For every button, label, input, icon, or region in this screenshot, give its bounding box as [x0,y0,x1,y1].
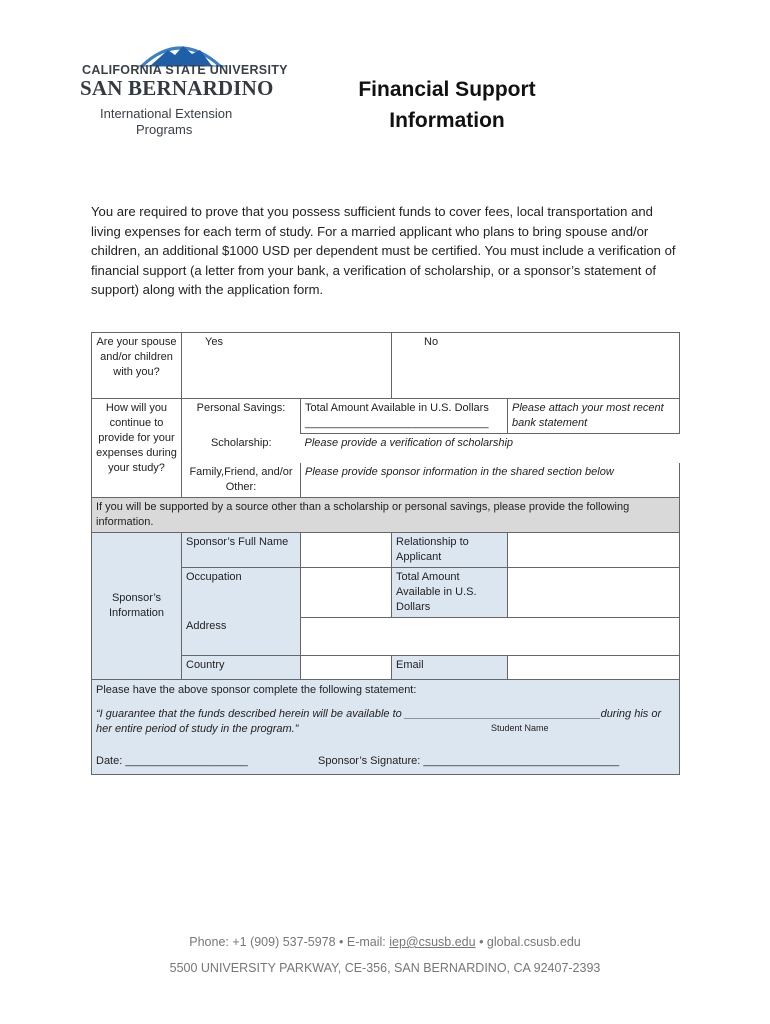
sponsor-name-label: Sponsor’s Full Name [182,532,301,567]
sponsor-info-label: Sponsor’s Information [92,532,182,679]
spouse-no-option[interactable] [392,333,680,399]
financial-support-form [91,332,680,775]
page-title-line2: Information [389,109,505,132]
total-amount-line: ______________________________ [305,417,489,429]
address-input[interactable] [301,617,680,655]
signature-field[interactable]: Sponsor’s Signature: ________________________________ [318,754,620,767]
statement-intro: Please have the above sponsor complete the following statement: [96,683,417,696]
spouse-yes-label: Yes [205,336,223,348]
logo-campus-name: SAN BERNARDINO [80,76,274,100]
footer-contact [0,935,770,949]
footer-address: 5500 UNIVERSITY PARKWAY, CE-356, SAN BERNARDINO, CA 92407-2393 [169,961,601,975]
occupation-input[interactable] [301,567,392,617]
guarantee-statement: “I guarantee that the funds described herein will be available to ________________________________during his or her entire period of study in the program.” [96,707,662,735]
family-label: Family,Friend, and/or Other: [182,463,301,498]
spouse-no-label: No [424,336,439,348]
other-source-note: If you will be supported by a source other than a scholarship or personal savings, please provide the following information. [92,497,680,532]
expenses-question-label: How will you continue to provide for your expenses during your study? [92,399,182,498]
date-signature-row [96,754,675,769]
address-label: Address [182,617,301,655]
logo-subtitle-line1: International Extension [100,106,233,121]
scholarship-note: Please provide a verification of scholarship [304,437,514,449]
page-title-line1: Financial Support [358,78,536,101]
footer-site: • global.csusb.edu [475,935,581,949]
occupation-label: Occupation [182,567,301,617]
page-title [330,74,564,136]
relationship-label: Relationship to Applicant [392,532,508,567]
sponsor-total-label: Total Amount Available in U.S. Dollars [392,567,508,617]
country-label: Country [182,655,301,679]
country-input[interactable] [301,655,392,679]
email-input[interactable] [508,655,680,679]
email-label: Email [392,655,508,679]
footer-phone: Phone: +1 (909) 537-5978 • E-mail: [189,935,390,949]
personal-savings-amount-field[interactable] [301,399,508,434]
sponsor-statement-section [92,679,680,774]
sponsor-total-input[interactable] [508,567,680,617]
relationship-input[interactable] [508,532,680,567]
sponsor-name-input[interactable] [301,532,392,567]
total-amount-label: Total Amount Available in U.S. Dollars [305,402,489,414]
logo-subtitle-line2: Programs [136,122,193,137]
attach-note: Please attach your most recent bank statement [508,399,680,434]
date-field[interactable]: Date: ____________________ [96,754,248,767]
personal-savings-label: Personal Savings: [182,399,301,434]
spouse-question-label: Are your spouse and/or children with you? [92,333,182,399]
spouse-yes-option[interactable] [182,333,392,399]
intro-paragraph: You are required to prove that you possess sufficient funds to cover fees, local transportation and living expenses for each term of study. For a married applicant who plans to bring spouse and/or children, an additional $1000 USD per dependent must be certified. You must include a verification of financial support (a letter from your bank, a verification of scholarship, or a sponsor’s statement of support) along with the application form. [91,204,676,297]
student-name-caption: Student Name [491,722,549,733]
scholarship-label: Scholarship: [210,436,272,449]
logo-university-name: CALIFORNIA STATE UNIVERSITY [82,63,288,77]
footer-email-link[interactable]: iep@csusb.edu [389,935,476,949]
family-note: Please provide sponsor information in the shared section below [301,463,680,498]
